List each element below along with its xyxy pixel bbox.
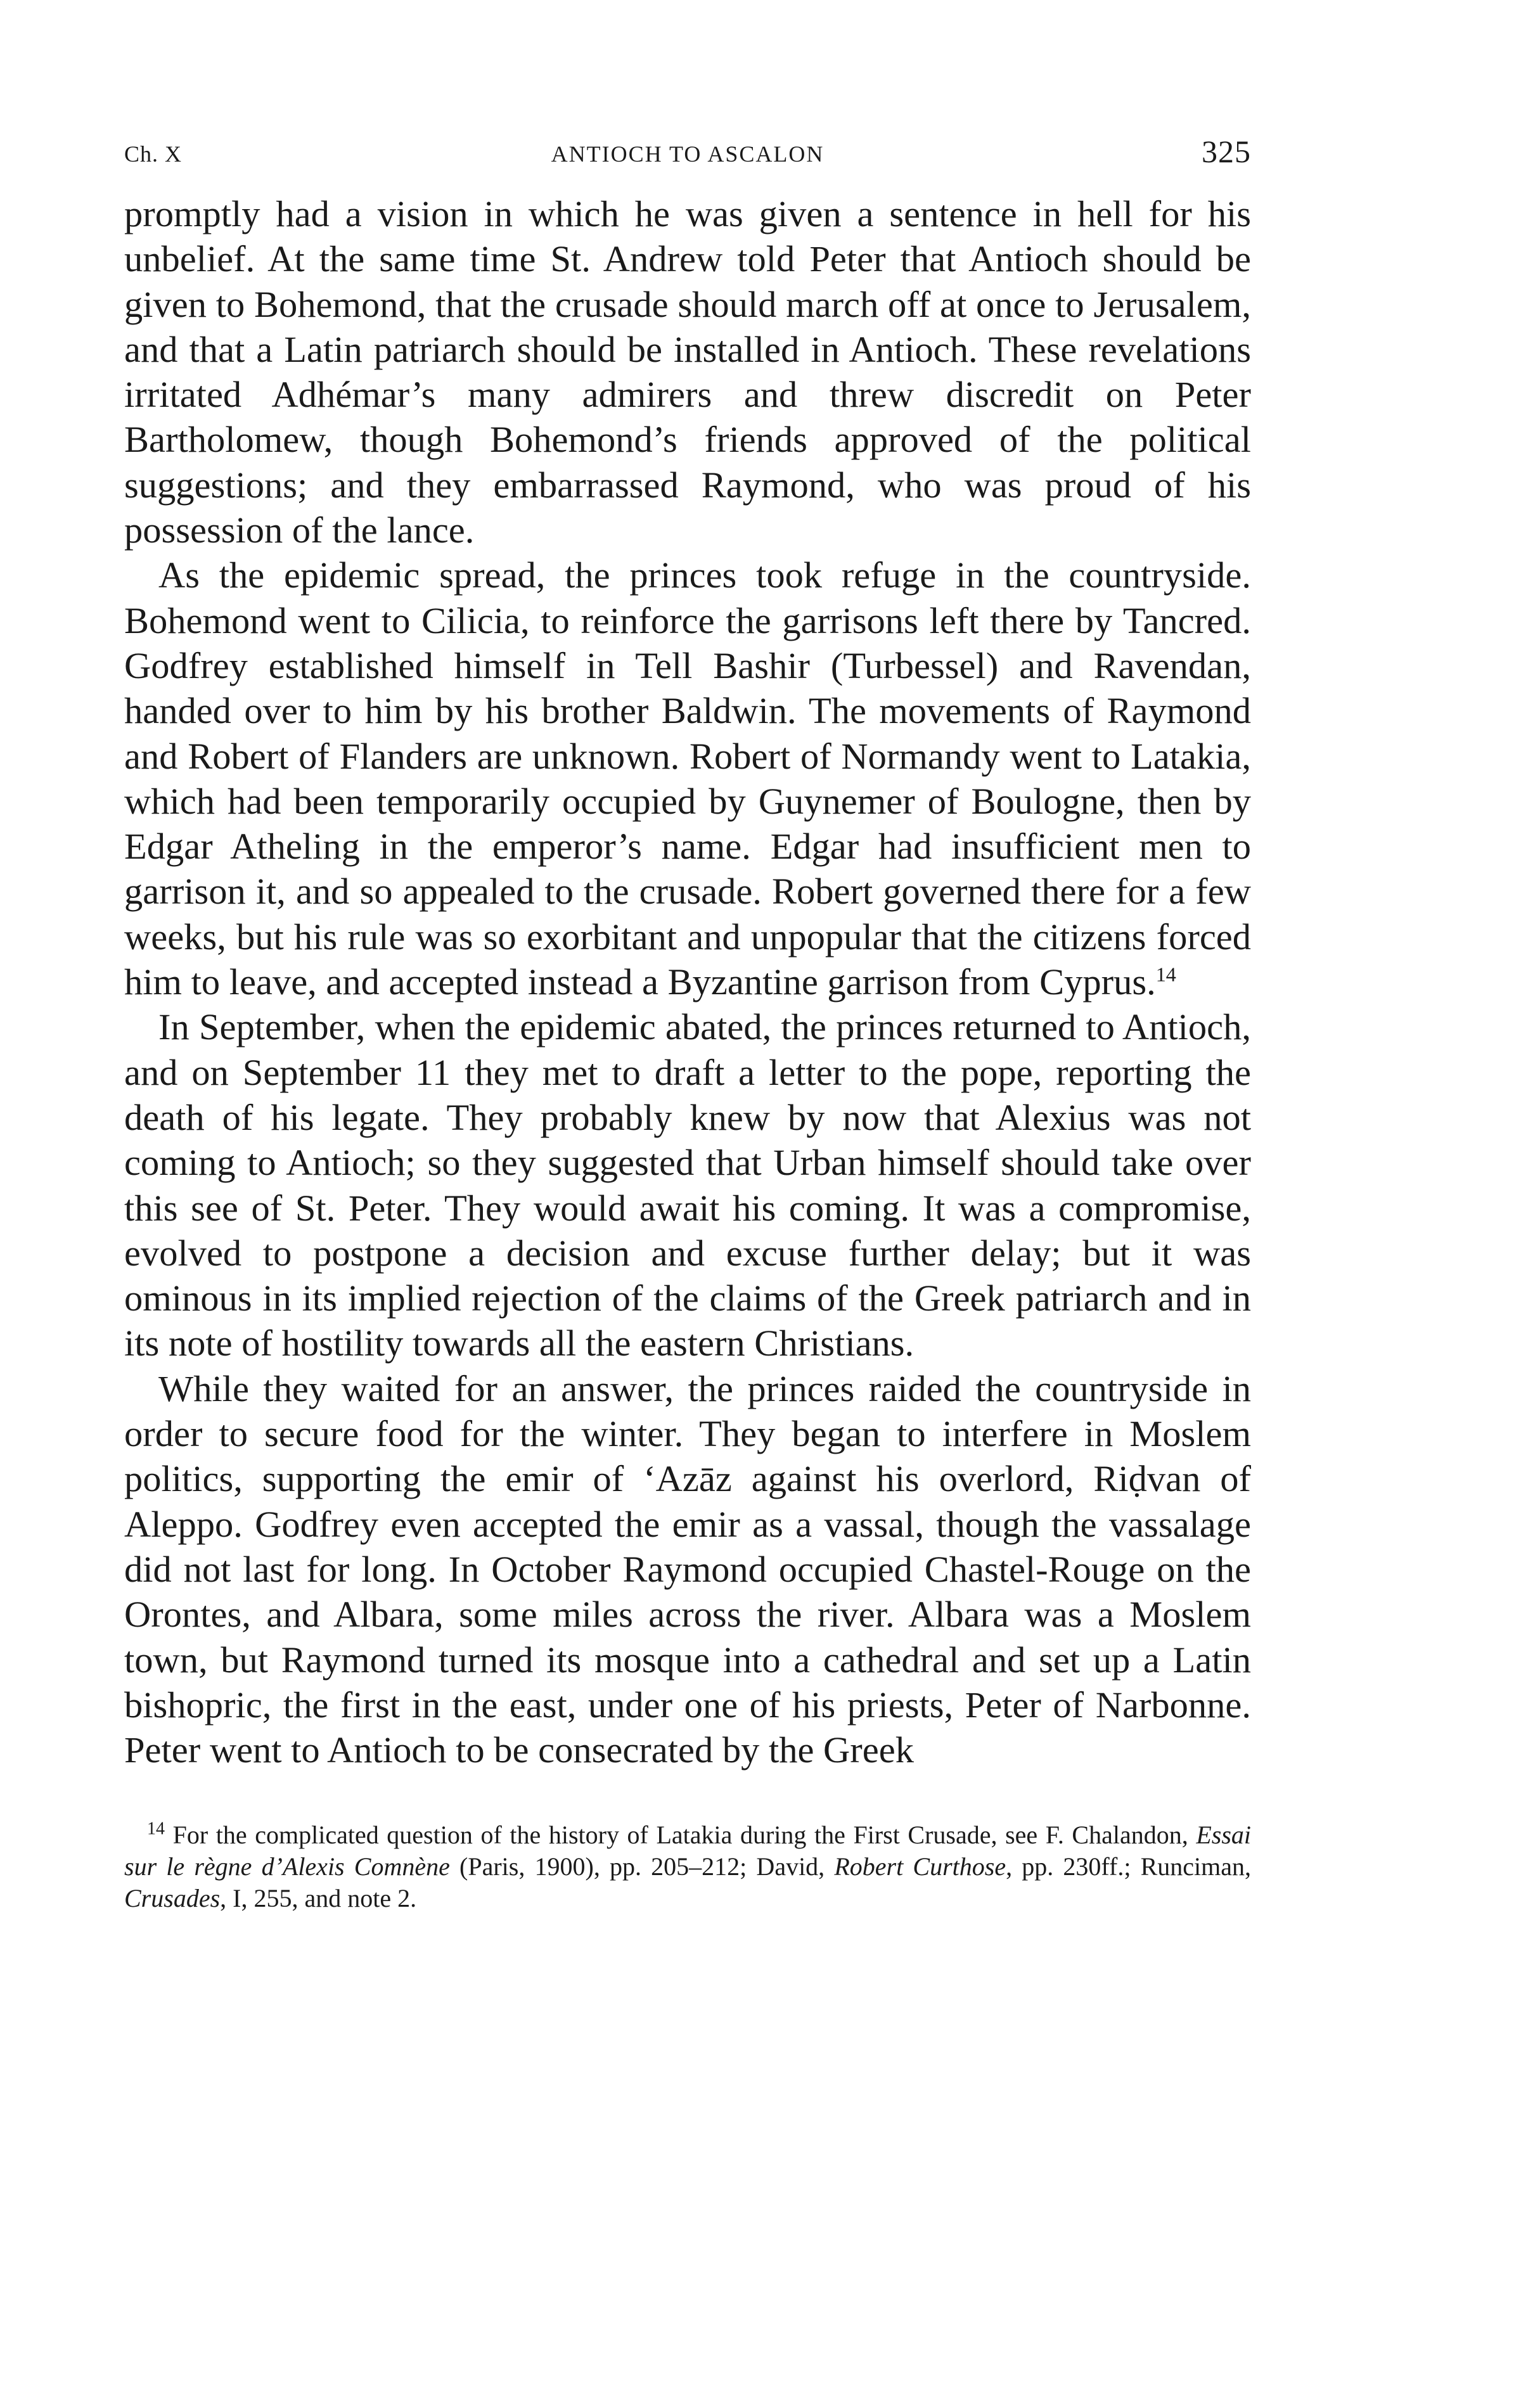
paragraph-2-text: As the epidemic spread, the princes took refuge in the countryside. Bohemond went to Cilicia, to reinforce the garrisons left there by Tancred. Godfrey established himself in Tell Bashir (Turbessel) and Ravendan, handed over to him by his brother Baldwin. The movements of Raymond and Robert of Flanders are unknown. Robert of Normandy went to Latakia, which had been temporarily occupied by Guynemer of Boulogne, then by Edgar Atheling in the emperor’s name. Edgar had insufficient men to garrison it, and so appealed to the crusade. Robert governed there for a few weeks, but his rule was so exorbitant and unpopular that the citizens forced him to leave, and accepted instead a Byzantine garrison from Cyprus.: [124, 554, 1251, 1003]
body-text: [124, 191, 1251, 1772]
running-title: ANTIOCH TO ASCALON: [551, 141, 825, 167]
footnote-text-4: , I, 255, and note 2.: [220, 1884, 417, 1913]
footnote-title-essai: Essai sur le règne d’Alexis Comnène: [124, 1821, 1252, 1881]
chapter-label: Ch. X: [124, 141, 183, 167]
page-number: 325: [1202, 134, 1251, 169]
footnote-title-crusades: Crusades: [124, 1884, 221, 1913]
footnote-text-2: (Paris, 1900), pp. 205–212; David,: [449, 1852, 835, 1881]
running-head: [124, 133, 1251, 184]
footnote-14: [124, 1819, 1251, 1914]
paragraph-3: [124, 1004, 1251, 1366]
book-page: [124, 133, 1251, 1914]
paragraph-2: [124, 553, 1251, 1004]
footnote-reference-14[interactable]: 14: [1155, 963, 1176, 986]
paragraph-1-text: promptly had a vision in which he was given a sentence in hell for his unbelief. At the same time St. Andrew told Peter that Antioch should be given to Bohemond, that the crusade should march off at once to Jerusalem, and that a Latin patriarch should be installed in Antioch. These revelations irritated Adhémar’s many admirers and threw discredit on Peter Bartholomew, though Bohemond’s friends approved of the political suggestions; and they embarrassed Raymond, who was proud of his possession of the lance.: [124, 193, 1251, 551]
paragraph-4: [124, 1366, 1251, 1773]
paragraph-3-text: In September, when the epidemic abated, the princes returned to Antioch, and on September 11 they met to draft a letter to the pope, reporting the death of his legate. They probably knew by now that Alexius was not coming to Antioch; so they suggested that Urban himself should take over this see of St. Peter. They would await his coming. It was a compromise, evolved to postpone a decision and excuse further delay; but it was ominous in its implied rejection of the claims of the Greek patriarch and in its note of hostility towards all the eastern Christians.: [124, 1006, 1251, 1364]
footnote-number: 14: [147, 1819, 165, 1840]
footnote-text-1: For the complicated question of the history of Latakia during the First Crusade, see F. Chalandon,: [172, 1821, 1197, 1850]
footnote-text-3: , pp. 230ff.; Runciman,: [1006, 1852, 1252, 1881]
footnote-title-robert-curthose: Robert Curthose: [834, 1852, 1006, 1881]
paragraph-1: [124, 191, 1251, 553]
paragraph-4-text: While they waited for an answer, the princes raided the countryside in order to secure food for the winter. They began to interfere in Moslem politics, supporting the emir of ‘Azāz against his overlord, Riḍvan of Aleppo. Godfrey even accepted the emir as a vassal, though the vassalage did not last for long. In October Raymond occupied Chastel-Rouge on the Orontes, and Albara, some miles across the river. Albara was a Moslem town, but Raymond turned its mosque into a cathedral and set up a Latin bishopric, the first in the east, under one of his priests, Peter of Narbonne. Peter went to Antioch to be consecrated by the Greek: [124, 1367, 1251, 1771]
footnotes: [124, 1819, 1251, 1914]
